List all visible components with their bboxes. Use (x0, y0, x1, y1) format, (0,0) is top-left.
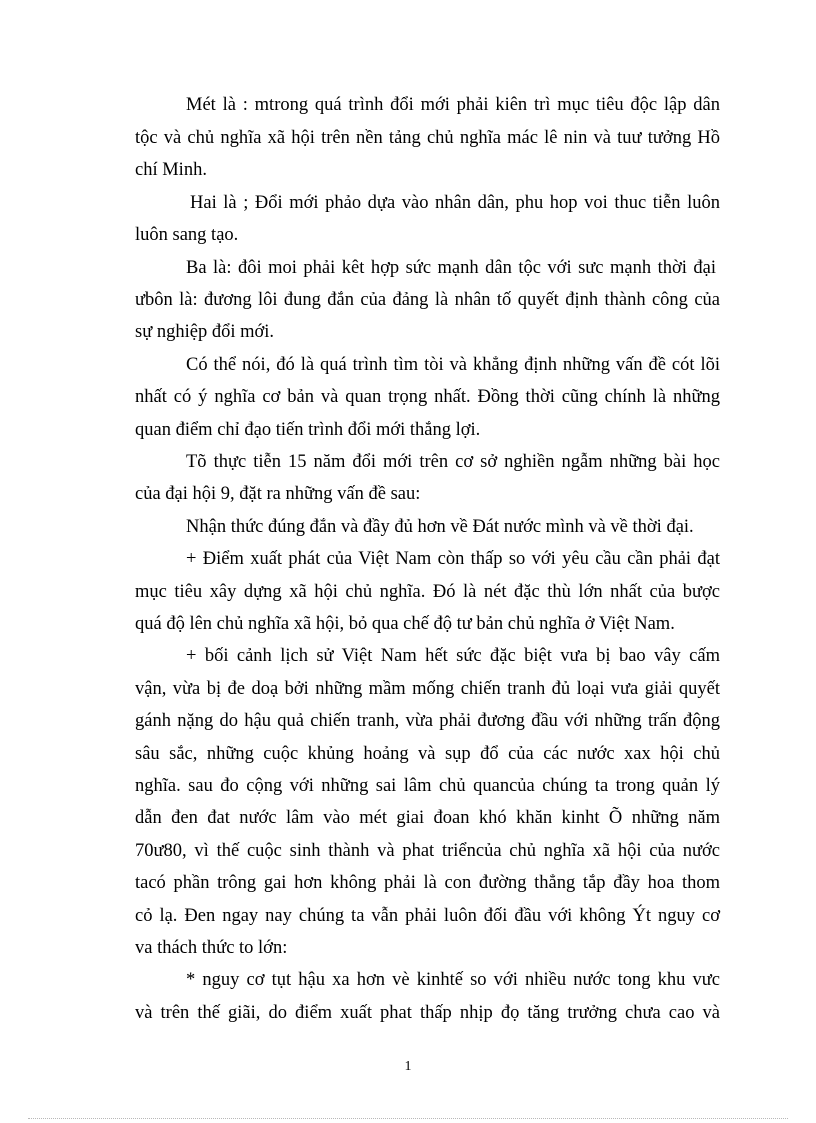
text-line: dẫn đen đat nước lâm vào mét giai đoan khó khăn kinht Õ những năm (135, 808, 720, 828)
text-line: chí Minh. (135, 160, 207, 180)
page-bottom-divider (28, 1118, 788, 1119)
text-line: + bối cảnh lịch sử Việt Nam hết sức đặc biệt vưa bị bao vây cấm (186, 646, 720, 666)
text-line: tộc và chủ nghĩa xã hội trên nền tảng chủ nghĩa mác lê nin và tuư tưởng Hồ (135, 128, 720, 148)
text-line: Ba là: đôi moi phải kêt hợp sức mạnh dân tộc với sưc mạnh thời đại (186, 258, 716, 278)
text-line: quá độ lên chủ nghĩa xã hội, bỏ qua chế độ tư bản chủ nghĩa ở Việt Nam. (135, 614, 675, 634)
page-number: 1 (404, 1059, 412, 1074)
text-line: Có thể nói, đó là quá trình tìm tòi và khẳng định những vấn đề cót lõi (186, 355, 720, 375)
text-line: + Điểm xuất phát của Việt Nam còn thấp so với yêu cầu cần phải đạt (186, 549, 720, 569)
text-line: luôn sang tạo. (135, 225, 239, 245)
text-line: 70ư80, vì thế cuộc sinh thành và phat triểncủa chủ nghĩa xã hội của nước (135, 841, 720, 861)
text-line: nhất có ý nghĩa cơ bản và quan trọng nhất. Đồng thời cũng chính là những (135, 387, 720, 407)
text-line: Nhận thức đúng đắn và đầy đủ hơn về Đát nước mình và về thời đại. (186, 517, 694, 537)
text-line: của đại hội 9, đặt ra những vấn đề sau: (135, 484, 421, 504)
text-line: vận, vừa bị đe doạ bởi những mầm mống chiến tranh đủ loại vưa giải quyết (135, 679, 720, 699)
text-line: Tõ thực tiễn 15 năm đổi mới trên cơ sở nghiền ngẫm những bài học (186, 452, 720, 472)
text-line: cỏ lạ. Đen ngay nay chúng ta vẫn phải luôn đối đầu với không Ýt nguy cơ (135, 906, 720, 926)
text-line: ưbôn là: đương lôi đung đắn của đảng là nhân tố quyết định thành công của (135, 290, 720, 310)
text-line: Mét là : mtrong quá trình đổi mới phải kiên trì mục tiêu độc lập dân (186, 95, 720, 115)
text-line: mục tiêu xây dựng xã hội chủ nghĩa. Đó là nét đặc thù lớn nhất của bược (135, 582, 720, 602)
text-line: tacó phần trông gai hơn không phải là con đường thẳng tắp đầy hoa thom (135, 873, 720, 893)
text-line: sâu sắc, những cuộc khủng hoảng và sụp đổ của các nước xax hội chủ (135, 744, 720, 764)
text-line: và trên thế giãi, do điểm xuất phat thấp nhịp đọ tăng trưởng chưa cao và (135, 1003, 720, 1023)
text-line: * nguy cơ tụt hậu xa hơn vè kinhtế so với nhiều nước tong khu vưc (186, 970, 720, 990)
text-line: gánh nặng do hậu quả chiến tranh, vừa phải đương đầu với những trấn động (135, 711, 720, 731)
text-line: nghĩa. sau đo cộng với những sai lâm chủ quancủa chúng ta trong quản lý (135, 776, 720, 796)
text-line: quan điểm chỉ đạo tiến trình đổi mới thắng lợi. (135, 420, 481, 440)
text-line: va thách thức to lớn: (135, 938, 288, 958)
text-line: sự nghiệp đổi mới. (135, 322, 275, 342)
text-line: Hai là ; Đổi mới phảo dựa vào nhân dân, phu hop voi thuc tiễn luôn (190, 193, 720, 213)
